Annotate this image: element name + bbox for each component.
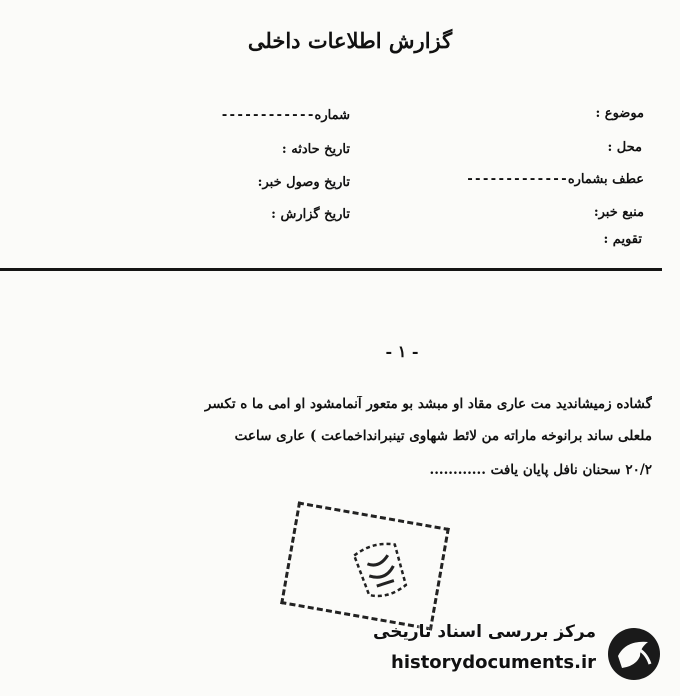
field-reference-dash: ------------- — [466, 172, 568, 187]
field-assessment: تقویم : — [603, 232, 642, 247]
field-number-dash: ------------ — [220, 108, 315, 123]
field-number — [221, 108, 350, 123]
field-news-received-date: تاریخ وصول خبر: — [257, 175, 350, 190]
watermark — [370, 616, 670, 690]
page-number: - ۱ - — [385, 342, 419, 361]
body-line-1: گشاده زمیشاندید مت عاری مقاد او مبشد بو متعور آنمامشود او امی ما ه تکسر — [204, 396, 652, 412]
field-news-source: منبع خبر: — [593, 205, 644, 220]
watermark-url: historydocuments.ir — [391, 652, 596, 673]
body-line-3: ۲۰/۲ سحنان نافل پایان یافت ............ — [429, 462, 652, 478]
watermark-title: مرکز بررسی اسناد تاریخی — [373, 622, 596, 642]
archive-logo-icon — [606, 626, 662, 682]
field-reference-label: عطف بشماره — [567, 172, 644, 187]
header-divider — [0, 268, 662, 271]
field-number-label: شماره — [314, 108, 350, 123]
field-incident-date: تاریخ حادثه : — [281, 142, 350, 157]
body-line-2: ملعلی ساند برانوخه ماراته من لائط شهاوی تینبرانداخماعت ) عاری ساعت — [234, 428, 652, 444]
field-location: محل : — [607, 140, 642, 155]
field-report-date: تاریخ گزارش : — [271, 207, 350, 222]
document-title: گزارش اطلاعات داخلی — [247, 28, 453, 53]
field-reference — [466, 172, 644, 187]
field-subject: موضوع : — [595, 106, 644, 121]
